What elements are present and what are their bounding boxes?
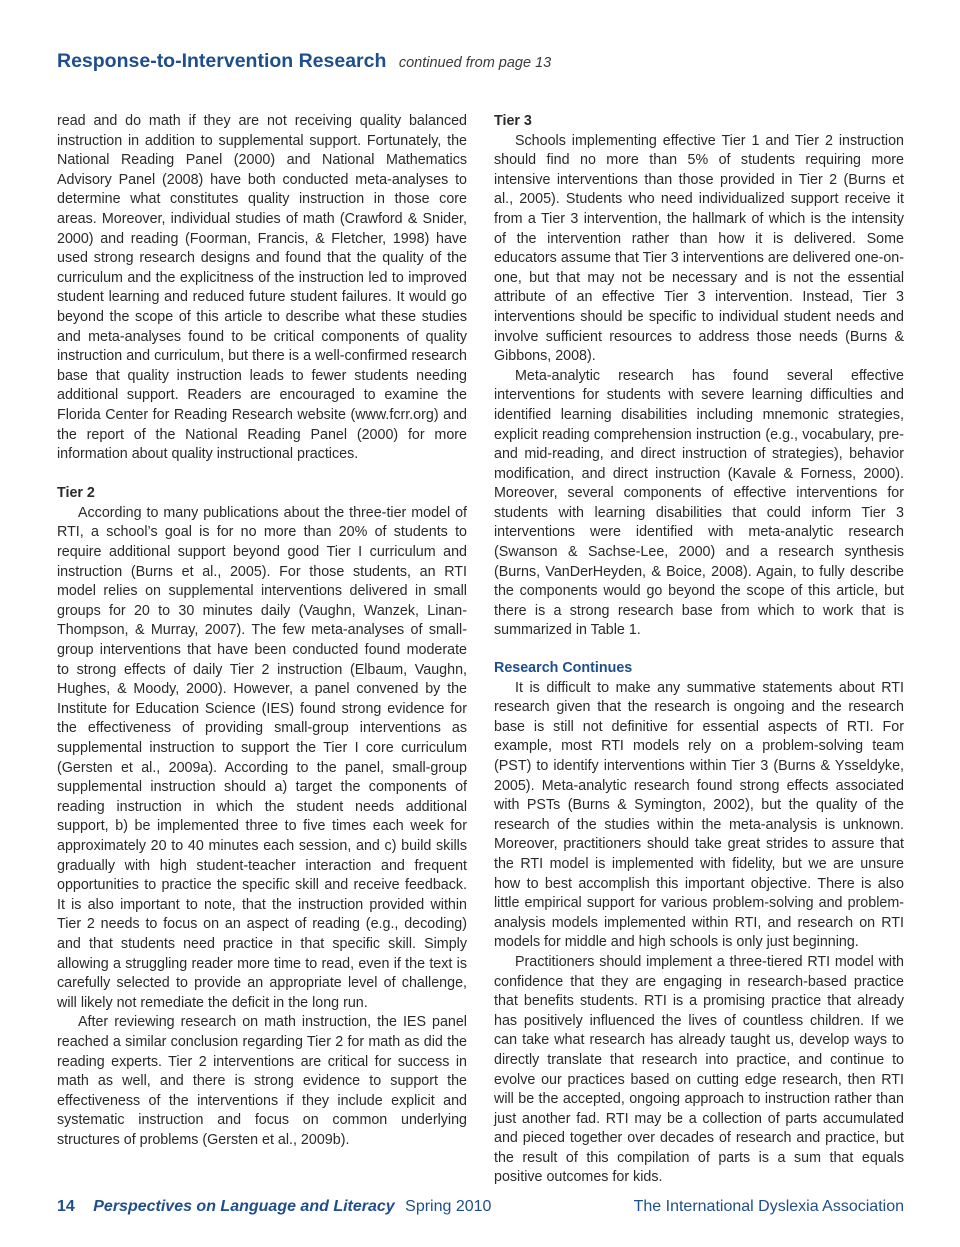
body-paragraph: Practitioners should implement a three-tiered RTI model with confidence that they are engaging in research-based practice that benefits students. RTI is a promising practice that already has positively influenced the lives of countless children. If we can take what research has already taught us, develop ways to directly translate that research into practice, and continue to evolve our practices based on cutting edge research, then RTI will be the accepted, ongoing approach to instruction rather than just another fad. RTI may be a collection of parts accumulated and pieced together over decades of research and practice, but the result of this compilation of parts is a sum that equals positive outcomes for kids. [494,953,904,1186]
issue-date: Spring 2010 [405,1198,492,1215]
continued-note: continued from page 13 [398,55,552,71]
body-paragraph: Meta-analytic research has found several effective interventions for students with severe learning difficulties and identified learning disabilities including mnemonic strategies, explicit reading comprehension instruction (e.g., vocabulary, pre- and mid-reading, and direct instruction of strategies), behavior modification, and direct instruction (Kavale & Forness, 2000). Moreover, several components of effective interventions for students with learning disabilities that could inform Tier 3 interventions were identified with meta-analytic research (Swanson & Sachse-Lee, 2000) and a research synthesis (Burns, VanDerHeyden, & Boice, 2008). Again, to fully describe the components would go beyond the scope of this article, but there is a strong research base from which to work that is summarized in Table 1. [494,367,904,639]
body-paragraph: After reviewing research on math instruction, the IES panel reached a similar conclusion regarding Tier 2 for math as did the reading experts. Tier 2 interventions are critical for success in math as well, and there is strong evidence to support the effectiveness of the interventions if they include explicit and systematic instruction and focus on common underlying structures of problems (Gersten et al., 2009b). [57,1014,467,1148]
page-footer [57,1198,904,1216]
body-paragraph: Schools implementing effective Tier 1 and Tier 2 instruction should find no more than 5% of students requiring more intensive interventions than those provided in Tier 2 (Burns et al., 2005). Students who need individualized support receive it from a Tier 3 intervention, the hallmark of which is the intensity of the intervention rather than how it is delivered. Some educators assume that Tier 3 interventions are delivered one-on-one, but that may not be necessary and is not the essential attribute of an effective Tier 3 intervention. Instead, Tier 3 interventions should be specific to individual student needs and involve sufficient resources to address those needs (Burns & Gibbons, 2008). [494,132,904,365]
body-paragraph: According to many publications about the three-tier model of RTI, a school’s goal is for no more than 20% of students to require additional support beyond good Tier I curriculum and instruction (Burns et al., 2005). For those students, an RTI model relies on supplemental interventions delivered in small groups for 20 to 30 minutes daily (Vaughn, Wanzek, Linan-Thompson, & Murray, 2007). The few meta-analyses of small-group interventions that have been conducted found moderate to strong effects of daily Tier 2 instruction (Elbaum, Vaughn, Hughes, & Moody, 2000). However, a panel convened by the Institute for Education Science (IES) found strong evidence for the effectiveness of providing small-group interventions as supplemental instruction to support the Tier I core curriculum (Gersten et al., 2009a). According to the panel, small-group supplemental instruction should a) target the components of reading instruction in which the student needs additional support, b) be implemented three to five times each week for approximately 20 to 40 minutes each session, and c) build skills gradually with high student-teacher interaction and frequent opportunities to practice the specific skill and receive feedback. It is also important to note, that the instruction provided within Tier 2 needs to focus on an aspect of reading (e.g., decoding) and that students need practice in that specific skill. Simply allowing a struggling reader more time to read, even if the text is carefully selected to provide an appropriate level of challenge, will likely not remediate the deficit in the long run. [57,504,467,1011]
right-column [494,112,904,1188]
article-title: Response-to-Intervention Research [57,50,387,72]
page-number: 14 [57,1198,75,1215]
body-paragraph: read and do math if they are not receiving quality balanced instruction in addition to supplemental support. Fortunately, the National Reading Panel (2000) and National Mathematics Advisory Panel (2008) have both conducted meta-analyses to determine what constitutes quality instruction in those core areas. Moreover, individual studies of math (Crawford & Snider, 2000) and reading (Foorman, Francis, & Fletcher, 1998) have used strong research designs and found that the quality of the curriculum and the explicitness of the instruction led to improved student learning and reduced future student failures. It would go beyond the scope of this article to describe what these studies and meta-analyses found to be critical components of quality instruction and curriculum, but there is a well-confirmed research base that quality instruction leads to fewer students needing additional support. Readers are encouraged to examine the Florida Center for Reading Research website (www.fcrr.org) and the report of the National Reading Panel (2000) for more information about quality instructional practices. [57,113,467,463]
running-header [57,50,907,73]
left-column [57,112,467,1150]
journal-title: Perspectives on Language and Literacy [93,1198,395,1215]
organization-name: The International Dyslexia Association [633,1198,904,1215]
body-paragraph: It is difficult to make any summative statements about RTI research given that the research is ongoing and the research base is still not definitive for essential aspects of RTI. For example, most RTI models rely on a problem-solving team (PST) to identify interventions within Tier 3 (Burns & Ysseldyke, 2005). Meta-analytic research found strong effects associated with PSTs (Burns & Symington, 2002), but the quality of the research of the studies within the meta-analysis is unknown. Moreover, practitioners should take great strides to assure that the RTI model is implemented with fidelity, but we are unsure how to best accomplish this important objective. There is also little empirical support for various problem-solving and problem-analysis models implemented within RTI, and research on RTI models for middle and high schools is only just beginning. [494,679,904,951]
section-heading-tier-2: Tier 2 [57,485,95,502]
section-heading-research-continues: Research Continues [494,660,633,677]
section-heading-tier-3: Tier 3 [494,113,532,129]
